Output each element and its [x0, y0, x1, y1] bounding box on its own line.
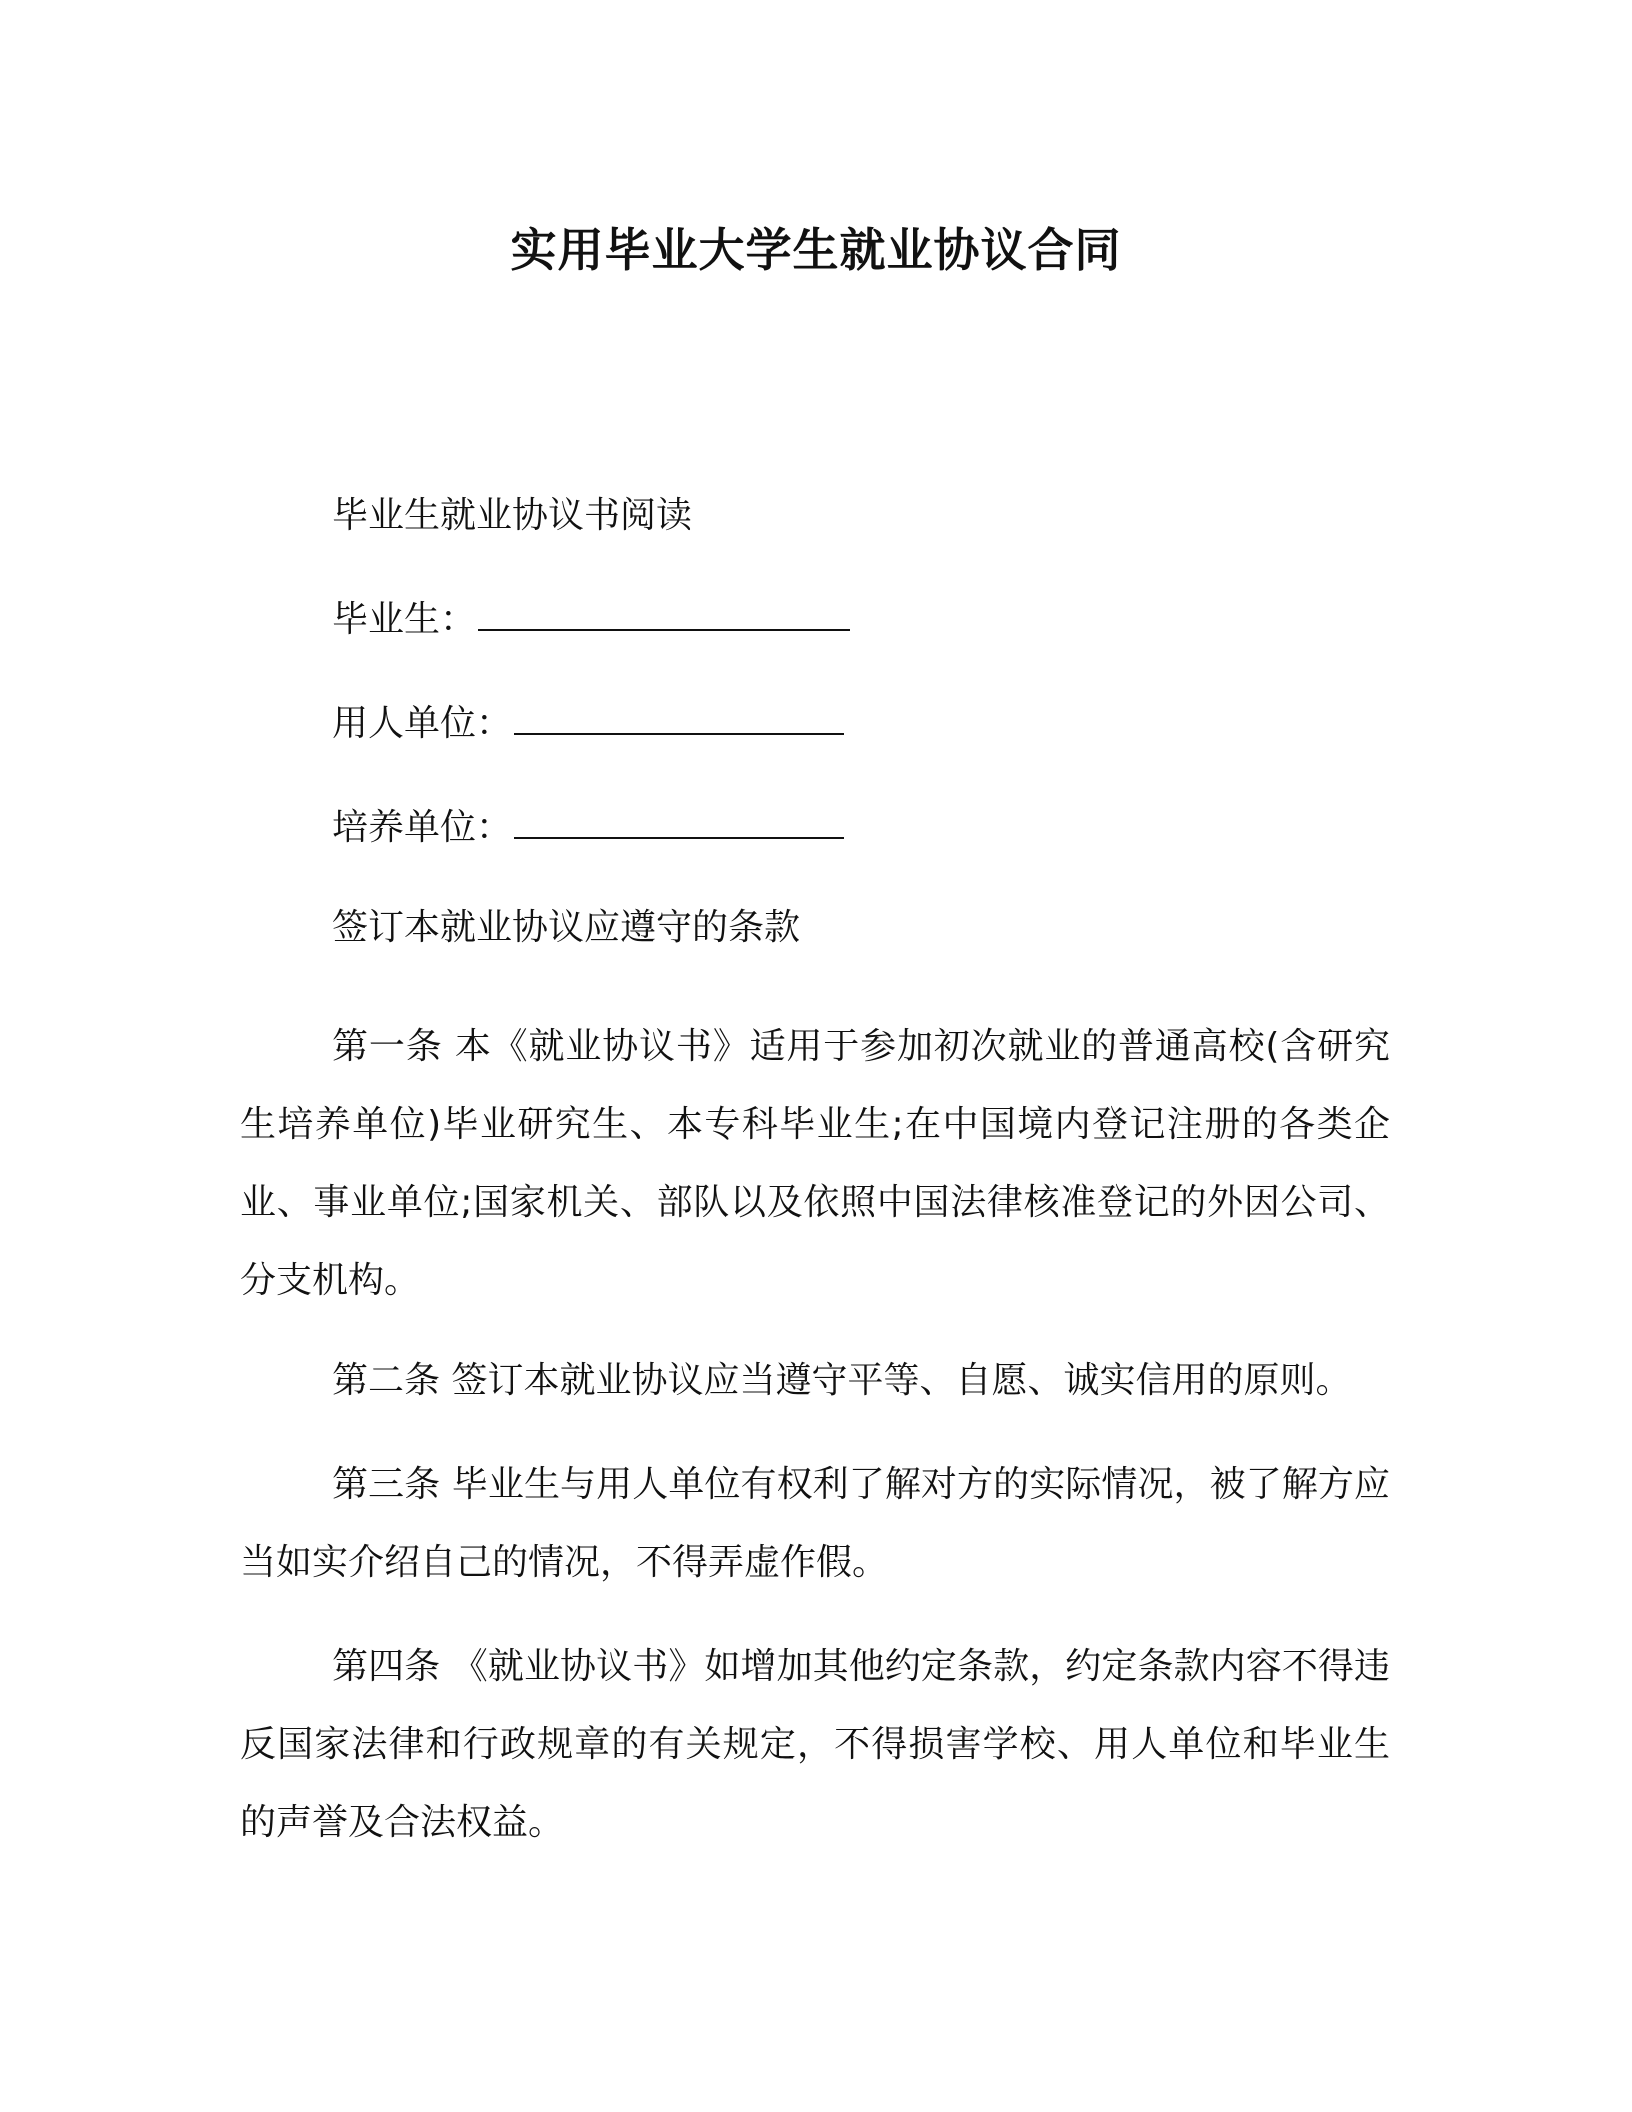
article-1: 第一条 本《就业协议书》适用于参加初次就业的普通高校(含研究生培养单位)毕业研究生、本专科毕业生;在中国境内登记注册的各类企业、事业单位;国家机关、部队以及依照中国法律核准登记的外因公司、分支机构。: [240, 1026, 1390, 1301]
field-training-unit: [332, 806, 844, 850]
section-heading: 签订本就业协议应遵守的条款: [332, 907, 801, 948]
article-2: 第二条 签订本就业协议应当遵守平等、自愿、诚实信用的原则。: [332, 1360, 1352, 1401]
blank-line: [514, 705, 844, 735]
field-employer: [332, 702, 844, 746]
article-4: 第四条 《就业协议书》如增加其他约定条款，约定条款内容不得违反国家法律和行政规章的有关规定，不得损害学校、用人单位和毕业生的声誉及合法权益。: [240, 1646, 1390, 1843]
article-3: 第三条 毕业生与用人单位有权利了解对方的实际情况，被了解方应当如实介绍自己的情况，不得弄虚作假。: [240, 1464, 1390, 1583]
blank-line: [478, 601, 850, 631]
subtitle: 毕业生就业协议书阅读: [332, 495, 693, 536]
field-label: 毕业生：: [332, 599, 477, 640]
field-label: 培养单位：: [332, 807, 513, 848]
field-graduate: [332, 598, 850, 642]
blank-line: [514, 809, 844, 839]
document-title: 实用毕业大学生就业协议合同: [510, 223, 1122, 277]
field-label: 用人单位：: [332, 703, 513, 744]
